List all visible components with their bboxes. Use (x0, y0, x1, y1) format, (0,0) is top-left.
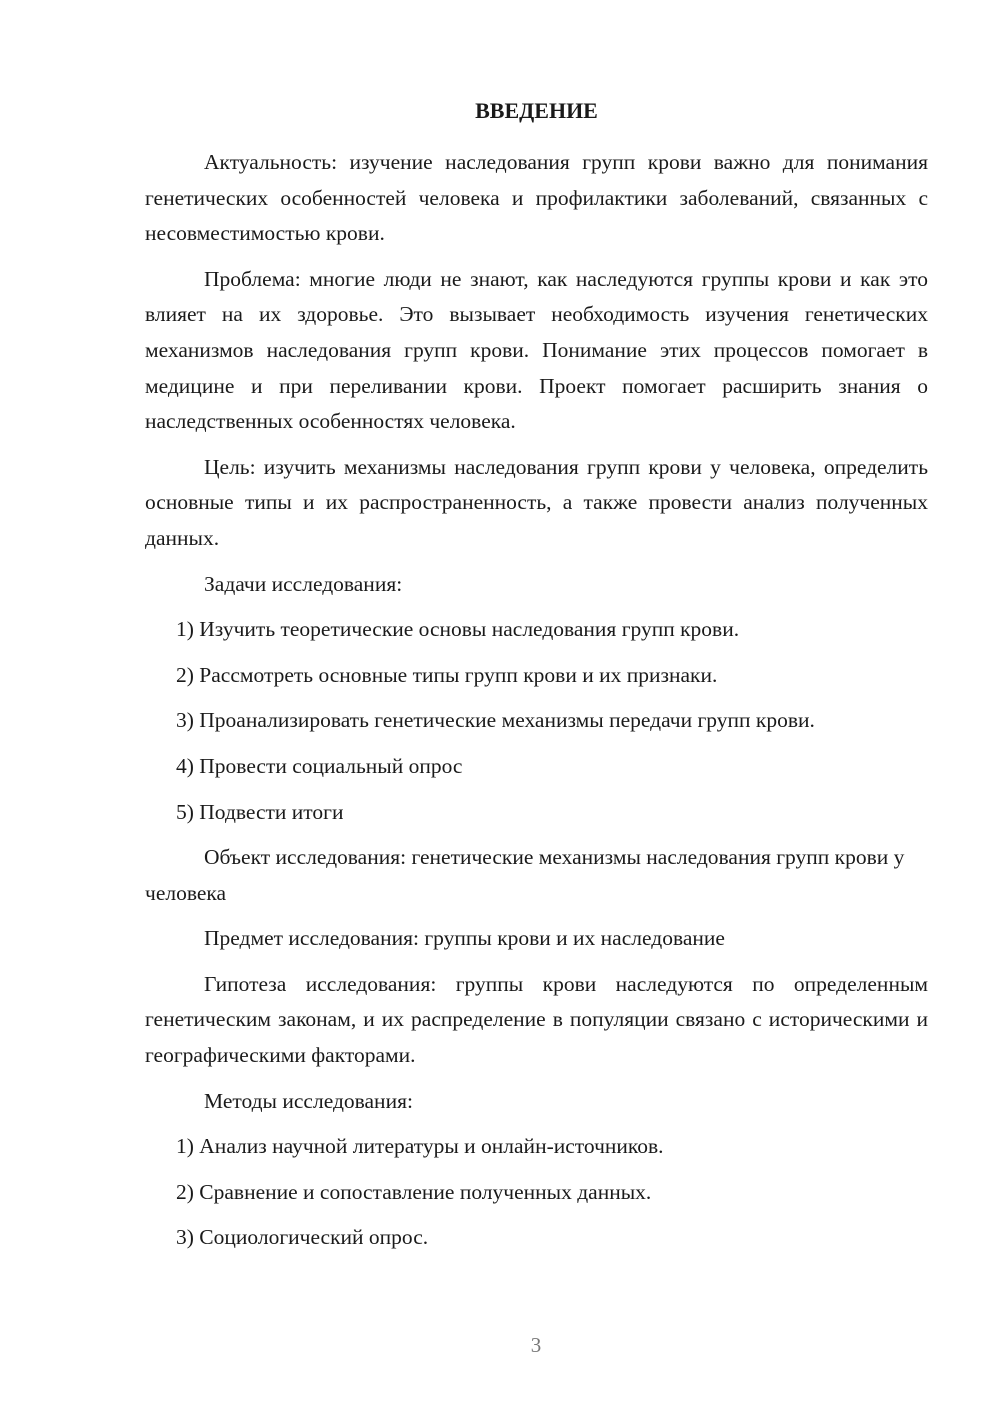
hypothesis-paragraph: Гипотеза исследования: группы крови наследуются по определенным генетическим законам, и их распределение в популяции связано с историческими и географическими факторами. (145, 971, 928, 1068)
list-item: 5) Подвести итоги (176, 799, 344, 824)
methods-heading: Методы исследования: (204, 1088, 413, 1113)
methods-list (145, 1129, 928, 1256)
list-item: 2) Сравнение и сопоставление полученных данных. (176, 1179, 652, 1204)
goal-paragraph: Цель: изучить механизмы наследования групп крови у человека, определить основные типы и их распространенность, а также провести анализ полученных данных. (145, 454, 928, 550)
list-item: 1) Изучить теоретические основы наследования групп крови. (176, 617, 740, 642)
page-title: ВВЕДЕНИЕ (475, 98, 598, 123)
relevance-paragraph: Актуальность: изучение наследования групп крови важно для понимания генетических особенностей человека и профилактики заболеваний, связанных с несовместимостью крови. (145, 150, 928, 246)
problem-paragraph: Проблема: многие люди не знают, как наследуются группы крови и как это влияет на их здоровье. Это вызывает необходимость изучения генетических механизмов наследования групп крови. Понимание этих процессов помогает в медицине и при переливании крови. Проект помогает расширить знания о наследственных особенностях человека. (145, 266, 928, 434)
list-item: 1) Анализ научной литературы и онлайн-источников. (176, 1134, 664, 1159)
tasks-list (145, 612, 928, 830)
list-item: 4) Провести социальный опрос (176, 753, 463, 778)
list-item: 3) Проанализировать генетические механизмы передачи групп крови. (176, 708, 815, 733)
list-item: 3) Социологический опрос. (176, 1225, 429, 1250)
page-number: 3 (530, 1333, 542, 1357)
list-item: 2) Рассмотреть основные типы групп крови и их признаки. (176, 662, 718, 687)
document-body (145, 95, 928, 1266)
object-paragraph: Объект исследования: генетические механизмы наследования групп крови у человека (145, 845, 905, 905)
tasks-heading: Задачи исследования: (204, 571, 403, 596)
subject-paragraph: Предмет исследования: группы крови и их наследование (204, 926, 725, 951)
